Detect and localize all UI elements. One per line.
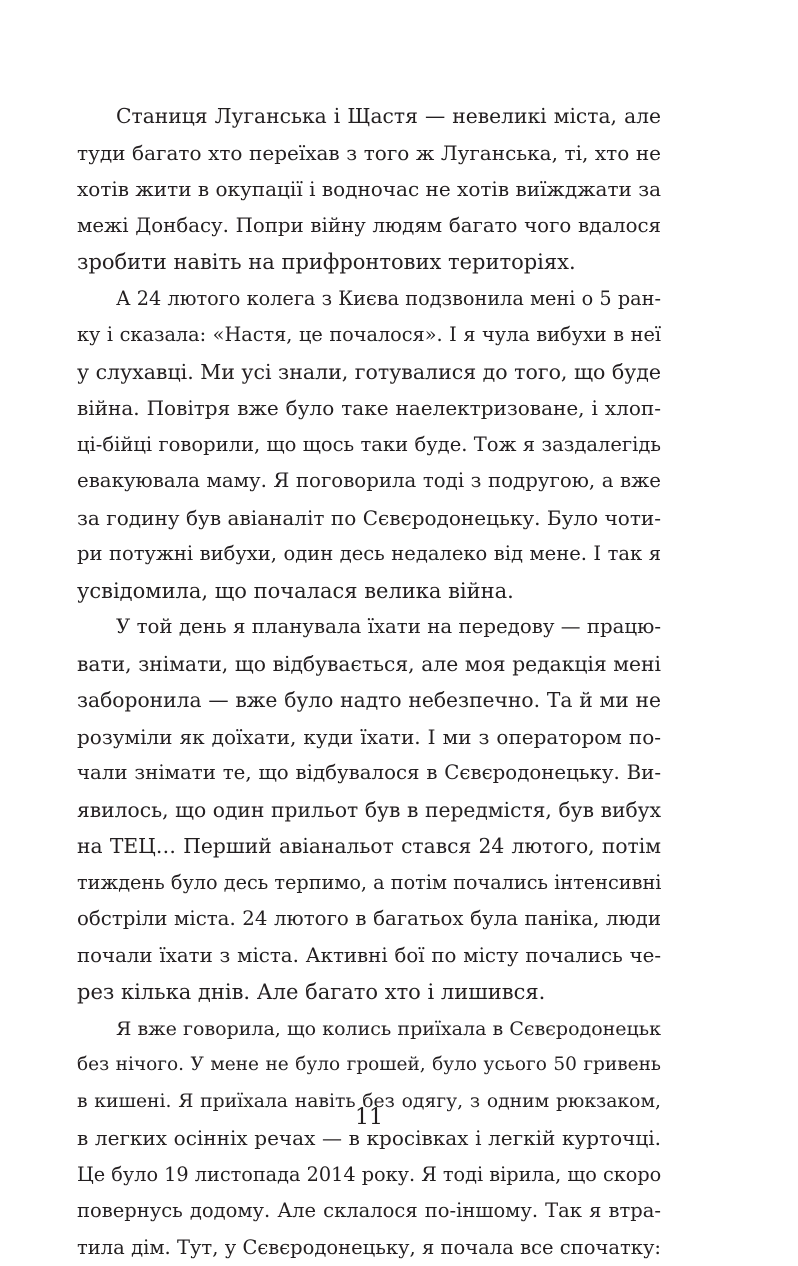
text-line: ку і сказала: «Настя, це почалося». І я чула вибухи в неї (77, 317, 661, 354)
text-line: без нічого. У мене не було грошей, було усього 50 гривень (77, 1047, 661, 1084)
text-line: туди багато хто переїхав з того ж Луганська, ті, хто не (77, 135, 661, 172)
text-line: в кишені. Я приїхала навіть без одягу, з одним рюкзаком, (77, 1084, 661, 1121)
text-line: евакуювала маму. Я поговорила тоді з подругою, а вже (77, 463, 661, 500)
text-line: за годину був авіаналіт по Сєвєродонецьку. Було чоти- (77, 500, 661, 537)
text-line: повернусь додому. Але склалося по-іншому. Так я втра- (77, 1193, 661, 1230)
text-line: межі Донбасу. Попри війну людям багато чого вдалося (77, 208, 661, 245)
paragraph-4 (77, 1011, 661, 1266)
text-line: рез кілька днів. Але багато хто і лишився. (77, 974, 661, 1011)
text-line: явилось, що один прильот був в передмістя, був вибух (77, 792, 661, 829)
paragraph-1 (77, 98, 661, 281)
text-line: У той день я планувала їхати на передову — працю- (77, 609, 661, 646)
text-line: усвідомила, що почалася велика війна. (77, 573, 661, 610)
text-line: А 24 лютого колега з Києва подзвонила мені о 5 ран- (77, 281, 661, 318)
text-line: ці-бійці говорили, що щось таки буде. Тож я заздалегідь (77, 427, 661, 464)
text-line: обстріли міста. 24 лютого в багатьох була паніка, люди (77, 901, 661, 938)
paragraph-2 (77, 281, 661, 610)
text-line: тила дім. Тут, у Сєвєродонецьку, я почала все спочатку: (77, 1230, 661, 1266)
text-line: Це було 19 листопада 2014 року. Я тоді вірила, що скоро (77, 1157, 661, 1194)
text-line: у слухавці. Ми усі знали, готувалися до того, що буде (77, 354, 661, 391)
text-line: Я вже говорила, що колись приїхала в Сєвєродонецьк (77, 1011, 661, 1048)
text-line: в легких осінніх речах — в кросівках і легкій курточці. (77, 1120, 661, 1157)
text-line: війна. Повітря вже було таке наелектризоване, і хлоп- (77, 390, 661, 427)
text-line: вати, знімати, що відбувається, але моя редакція мені (77, 646, 661, 683)
text-line: на ТЕЦ… Перший авіанальот стався 24 лютого, потім (77, 828, 661, 865)
text-line: почали їхати з міста. Активні бої по місту почались че- (77, 938, 661, 975)
text-line: тиждень було десь терпимо, а потім почались інтенсивні (77, 865, 661, 902)
text-line: розуміли як доїхати, куди їхати. І ми з оператором по- (77, 719, 661, 756)
text-line: зробити навіть на прифронтових територіях. (77, 244, 661, 281)
text-line: ри потужні вибухи, один десь недалеко від мене. І так я (77, 536, 661, 573)
text-line: заборонила — вже було надто небезпечно. Та й ми не (77, 682, 661, 719)
body-text (77, 98, 661, 1266)
paragraph-3 (77, 609, 661, 1011)
text-line: Станиця Луганська і Щастя — невеликі міста, але (77, 98, 661, 135)
text-line: чали знімати те, що відбувалося в Сєвєродонецьку. Ви- (77, 755, 661, 792)
text-line: хотів жити в окупації і водночас не хотів виїжджати за (77, 171, 661, 208)
page-number: 11 (0, 1100, 738, 1136)
